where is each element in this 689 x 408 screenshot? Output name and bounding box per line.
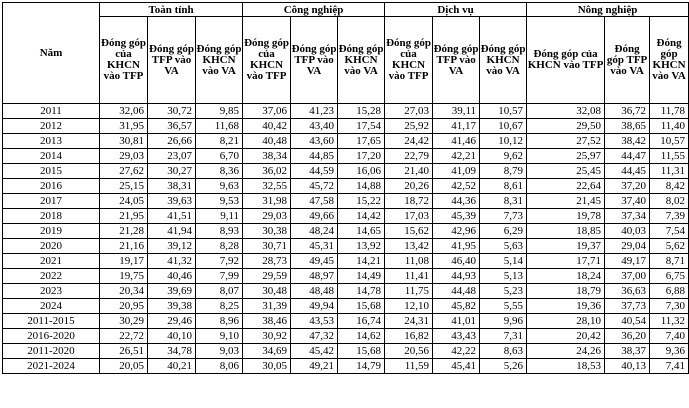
value-cell: 45,82 [433,299,480,314]
value-cell: 14,78 [338,284,385,299]
value-cell: 29,59 [243,269,291,284]
value-cell: 44,59 [291,164,338,179]
value-cell: 40,10 [148,329,196,344]
value-cell: 8,02 [650,194,689,209]
value-cell: 28,73 [243,254,291,269]
value-cell: 42,96 [433,224,480,239]
value-cell: 8,63 [480,344,527,359]
value-cell: 16,74 [338,314,385,329]
value-cell: 40,54 [605,314,650,329]
value-cell: 46,40 [433,254,480,269]
sub-header: Đóng góp KHCN vào VA [650,17,689,104]
value-cell: 18,53 [527,359,605,374]
value-cell: 11,31 [650,164,689,179]
value-cell: 38,31 [148,179,196,194]
year-cell: 2015 [3,164,100,179]
value-cell: 43,43 [433,329,480,344]
value-cell: 42,22 [433,344,480,359]
value-cell: 30,71 [243,239,291,254]
value-cell: 41,09 [433,164,480,179]
value-cell: 20,42 [527,329,605,344]
value-cell: 27,62 [100,164,148,179]
value-cell: 38,37 [605,344,650,359]
value-cell: 38,46 [243,314,291,329]
sub-header: Đóng góp của KHCN vào TFP [385,17,433,104]
value-cell: 25,15 [100,179,148,194]
value-cell: 11,32 [650,314,689,329]
table-row [3,299,689,314]
value-cell: 20,56 [385,344,433,359]
group-header-cong-nghiep: Công nghiệp [243,3,385,17]
value-cell: 32,55 [243,179,291,194]
value-cell: 27,52 [527,134,605,149]
table-row [3,194,689,209]
table-row [3,119,689,134]
value-cell: 11,68 [196,119,243,134]
value-cell: 39,38 [148,299,196,314]
value-cell: 25,92 [385,119,433,134]
value-cell: 15,22 [338,194,385,209]
table-row [3,254,689,269]
value-cell: 40,03 [605,224,650,239]
value-cell: 44,36 [433,194,480,209]
value-cell: 40,21 [148,359,196,374]
value-cell: 12,10 [385,299,433,314]
value-cell: 49,94 [291,299,338,314]
group-header-row [3,3,689,17]
sub-header: Đóng góp của KHCN vào TFP [243,17,291,104]
value-cell: 45,39 [433,209,480,224]
value-cell: 36,63 [605,284,650,299]
table-row [3,239,689,254]
value-cell: 34,78 [148,344,196,359]
group-header-toan-tinh: Toàn tỉnh [100,3,243,17]
value-cell: 43,53 [291,314,338,329]
value-cell: 7,39 [650,209,689,224]
value-cell: 9,62 [480,149,527,164]
value-cell: 7,54 [650,224,689,239]
value-cell: 11,41 [385,269,433,284]
value-cell: 30,48 [243,284,291,299]
value-cell: 22,72 [100,329,148,344]
value-cell: 7,40 [650,329,689,344]
value-cell: 21,28 [100,224,148,239]
value-cell: 39,63 [148,194,196,209]
value-cell: 17,54 [338,119,385,134]
value-cell: 10,57 [480,104,527,119]
value-cell: 21,45 [527,194,605,209]
value-cell: 43,60 [291,134,338,149]
value-cell: 14,62 [338,329,385,344]
sub-header: Đóng góp TFP vào VA [605,17,650,104]
value-cell: 30,05 [243,359,291,374]
year-cell: 2017 [3,194,100,209]
value-cell: 17,03 [385,209,433,224]
value-cell: 10,67 [480,119,527,134]
value-cell: 31,39 [243,299,291,314]
year-cell: 2011 [3,104,100,119]
table-row [3,134,689,149]
value-cell: 30,38 [243,224,291,239]
value-cell: 48,97 [291,269,338,284]
table-row [3,104,689,119]
value-cell: 49,17 [605,254,650,269]
value-cell: 18,85 [527,224,605,239]
value-cell: 9,85 [196,104,243,119]
value-cell: 17,65 [338,134,385,149]
value-cell: 19,75 [100,269,148,284]
value-cell: 26,66 [148,134,196,149]
value-cell: 5,62 [650,239,689,254]
value-cell: 18,72 [385,194,433,209]
value-cell: 38,65 [605,119,650,134]
value-cell: 40,13 [605,359,650,374]
value-cell: 16,82 [385,329,433,344]
value-cell: 10,57 [650,134,689,149]
value-cell: 24,42 [385,134,433,149]
value-cell: 7,92 [196,254,243,269]
value-cell: 21,95 [100,209,148,224]
value-cell: 29,03 [243,209,291,224]
value-cell: 22,64 [527,179,605,194]
value-cell: 5,14 [480,254,527,269]
value-cell: 41,32 [148,254,196,269]
table-row [3,179,689,194]
value-cell: 49,45 [291,254,338,269]
value-cell: 20,34 [100,284,148,299]
value-cell: 32,08 [527,104,605,119]
value-cell: 43,40 [291,119,338,134]
value-cell: 5,26 [480,359,527,374]
value-cell: 6,75 [650,269,689,284]
value-cell: 9,96 [480,314,527,329]
sub-header: Đóng góp KHCN vào VA [196,17,243,104]
table-row [3,149,689,164]
value-cell: 30,27 [148,164,196,179]
value-cell: 16,06 [338,164,385,179]
sub-header: Đóng góp TFP vào VA [433,17,480,104]
value-cell: 37,40 [605,194,650,209]
value-cell: 23,07 [148,149,196,164]
value-cell: 19,78 [527,209,605,224]
value-cell: 30,92 [243,329,291,344]
value-cell: 42,52 [433,179,480,194]
value-cell: 8,28 [196,239,243,254]
value-cell: 6,88 [650,284,689,299]
value-cell: 29,46 [148,314,196,329]
year-cell: 2011-2020 [3,344,100,359]
table-row [3,209,689,224]
value-cell: 14,49 [338,269,385,284]
value-cell: 21,16 [100,239,148,254]
value-cell: 14,88 [338,179,385,194]
value-cell: 5,63 [480,239,527,254]
value-cell: 21,40 [385,164,433,179]
year-cell: 2019 [3,224,100,239]
table-row [3,314,689,329]
value-cell: 36,02 [243,164,291,179]
value-cell: 5,55 [480,299,527,314]
value-cell: 20,05 [100,359,148,374]
table-row [3,284,689,299]
value-cell: 13,92 [338,239,385,254]
sub-header: Đóng góp TFP vào VA [291,17,338,104]
group-header-nong-nghiep: Nông nghiệp [527,3,689,17]
value-cell: 8,36 [196,164,243,179]
value-cell: 41,23 [291,104,338,119]
value-cell: 15,62 [385,224,433,239]
value-cell: 44,93 [433,269,480,284]
value-cell: 8,31 [480,194,527,209]
value-cell: 8,79 [480,164,527,179]
sub-header: Đóng góp KHCN vào VA [480,17,527,104]
value-cell: 22,79 [385,149,433,164]
value-cell: 32,06 [100,104,148,119]
table-body [3,104,689,374]
value-cell: 45,42 [291,344,338,359]
year-cell: 2021-2024 [3,359,100,374]
table-row [3,269,689,284]
value-cell: 45,41 [433,359,480,374]
value-cell: 20,26 [385,179,433,194]
value-cell: 9,03 [196,344,243,359]
value-cell: 5,23 [480,284,527,299]
value-cell: 13,42 [385,239,433,254]
value-cell: 24,26 [527,344,605,359]
value-cell: 29,50 [527,119,605,134]
value-cell: 29,03 [100,149,148,164]
table-row [3,224,689,239]
year-cell: 2021 [3,254,100,269]
table-row [3,344,689,359]
value-cell: 11,55 [650,149,689,164]
year-cell: 2014 [3,149,100,164]
value-cell: 37,73 [605,299,650,314]
value-cell: 41,17 [433,119,480,134]
value-cell: 8,96 [196,314,243,329]
value-cell: 45,31 [291,239,338,254]
value-cell: 40,42 [243,119,291,134]
table-row [3,329,689,344]
year-cell: 2023 [3,284,100,299]
value-cell: 6,70 [196,149,243,164]
table-row [3,164,689,179]
year-cell: 2018 [3,209,100,224]
group-header-dich-vu: Dịch vụ [385,3,527,17]
value-cell: 7,30 [650,299,689,314]
value-cell: 49,66 [291,209,338,224]
table-row [3,359,689,374]
sub-header: Đóng góp của KHCN vào TFP [100,17,148,104]
value-cell: 24,05 [100,194,148,209]
value-cell: 36,20 [605,329,650,344]
value-cell: 8,21 [196,134,243,149]
value-cell: 6,29 [480,224,527,239]
value-cell: 7,99 [196,269,243,284]
value-cell: 30,81 [100,134,148,149]
value-cell: 20,95 [100,299,148,314]
value-cell: 38,34 [243,149,291,164]
value-cell: 30,72 [148,104,196,119]
value-cell: 14,21 [338,254,385,269]
value-cell: 14,65 [338,224,385,239]
value-cell: 47,58 [291,194,338,209]
value-cell: 36,72 [605,104,650,119]
value-cell: 29,04 [605,239,650,254]
value-cell: 48,48 [291,284,338,299]
value-cell: 11,40 [650,119,689,134]
tfp-contribution-table [2,2,689,374]
value-cell: 41,46 [433,134,480,149]
value-cell: 7,73 [480,209,527,224]
value-cell: 49,21 [291,359,338,374]
value-cell: 47,32 [291,329,338,344]
sub-header-row [3,17,689,104]
value-cell: 15,28 [338,104,385,119]
value-cell: 9,10 [196,329,243,344]
value-cell: 34,69 [243,344,291,359]
value-cell: 19,37 [527,239,605,254]
value-cell: 36,57 [148,119,196,134]
value-cell: 37,20 [605,179,650,194]
value-cell: 28,10 [527,314,605,329]
value-cell: 5,13 [480,269,527,284]
value-cell: 11,75 [385,284,433,299]
value-cell: 17,20 [338,149,385,164]
value-cell: 37,34 [605,209,650,224]
value-cell: 31,98 [243,194,291,209]
value-cell: 44,48 [433,284,480,299]
value-cell: 48,24 [291,224,338,239]
year-cell: 2022 [3,269,100,284]
value-cell: 37,00 [605,269,650,284]
year-cell: 2016 [3,179,100,194]
year-cell: 2024 [3,299,100,314]
sub-header: Đóng góp KHCN vào VA [338,17,385,104]
value-cell: 8,93 [196,224,243,239]
value-cell: 25,97 [527,149,605,164]
value-cell: 39,11 [433,104,480,119]
value-cell: 9,36 [650,344,689,359]
value-cell: 17,71 [527,254,605,269]
value-cell: 11,08 [385,254,433,269]
value-cell: 41,51 [148,209,196,224]
value-cell: 15,68 [338,344,385,359]
value-cell: 7,31 [480,329,527,344]
value-cell: 15,68 [338,299,385,314]
value-cell: 9,11 [196,209,243,224]
value-cell: 41,94 [148,224,196,239]
value-cell: 8,06 [196,359,243,374]
value-cell: 40,46 [148,269,196,284]
value-cell: 42,21 [433,149,480,164]
sub-header: Đóng góp TFP vào VA [148,17,196,104]
year-cell: 2012 [3,119,100,134]
value-cell: 27,03 [385,104,433,119]
value-cell: 11,59 [385,359,433,374]
year-cell: 2016-2020 [3,329,100,344]
value-cell: 44,47 [605,149,650,164]
sub-header: Đóng góp của KHCN vào TFP [527,17,605,104]
value-cell: 8,71 [650,254,689,269]
year-cell: 2020 [3,239,100,254]
value-cell: 30,29 [100,314,148,329]
value-cell: 8,42 [650,179,689,194]
value-cell: 8,61 [480,179,527,194]
value-cell: 40,48 [243,134,291,149]
value-cell: 14,42 [338,209,385,224]
value-cell: 37,06 [243,104,291,119]
value-cell: 18,79 [527,284,605,299]
value-cell: 31,95 [100,119,148,134]
value-cell: 9,53 [196,194,243,209]
value-cell: 38,42 [605,134,650,149]
value-cell: 39,12 [148,239,196,254]
value-cell: 41,95 [433,239,480,254]
value-cell: 9,63 [196,179,243,194]
value-cell: 44,85 [291,149,338,164]
value-cell: 11,78 [650,104,689,119]
value-cell: 10,12 [480,134,527,149]
value-cell: 18,24 [527,269,605,284]
value-cell: 8,25 [196,299,243,314]
value-cell: 7,41 [650,359,689,374]
year-column-header: Năm [3,3,100,104]
value-cell: 19,17 [100,254,148,269]
year-cell: 2013 [3,134,100,149]
year-cell: 2011-2015 [3,314,100,329]
value-cell: 24,31 [385,314,433,329]
value-cell: 44,45 [605,164,650,179]
value-cell: 41,01 [433,314,480,329]
value-cell: 14,79 [338,359,385,374]
value-cell: 8,07 [196,284,243,299]
value-cell: 39,69 [148,284,196,299]
value-cell: 19,36 [527,299,605,314]
value-cell: 26,51 [100,344,148,359]
value-cell: 45,72 [291,179,338,194]
value-cell: 25,45 [527,164,605,179]
